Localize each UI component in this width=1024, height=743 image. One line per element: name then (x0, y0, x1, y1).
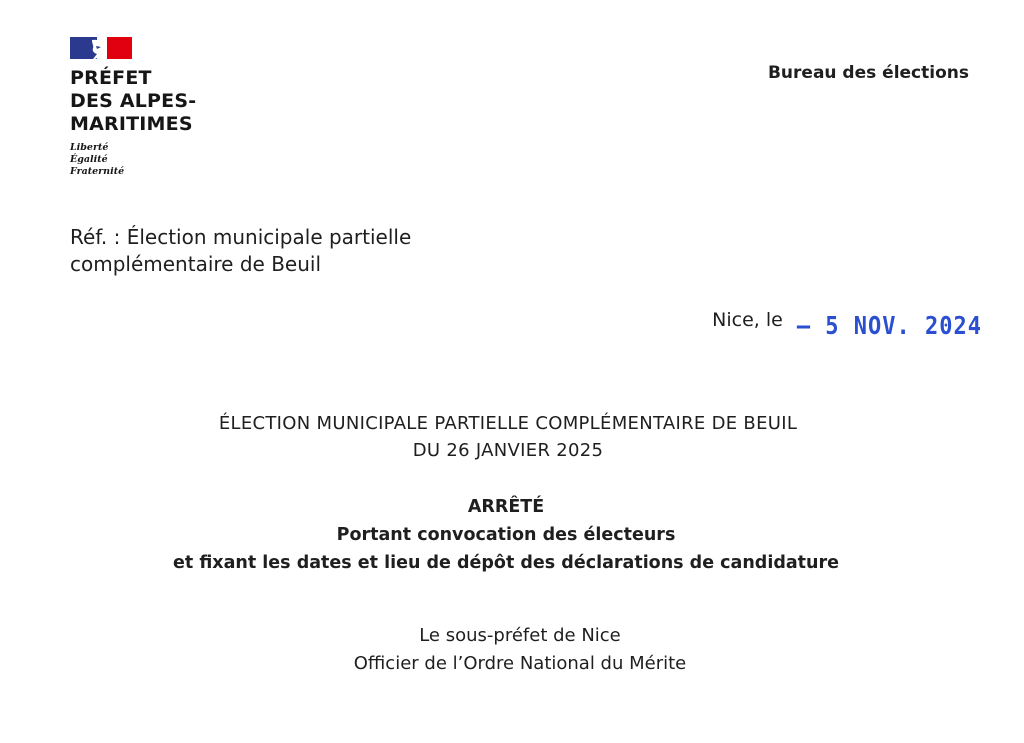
marianne-flag-icon (70, 37, 132, 59)
date-stamp: – 5 NOV. 2024 (796, 312, 982, 341)
date-line (712, 307, 982, 341)
motto-liberte: Liberté (70, 142, 109, 153)
signatory-line-1: Le sous-préfet de Nice (419, 625, 621, 646)
election-title-line-1: ÉLECTION MUNICIPALE PARTIELLE COMPLÉMENTAIRE DE BEUIL (218, 413, 798, 434)
republic-motto (70, 142, 270, 178)
election-title (0, 410, 1020, 464)
date-prefix: Nice, le (712, 309, 783, 331)
reference-line-1: Réf. : Élection municipale partielle (70, 225, 412, 249)
motto-egalite: Égalité (70, 154, 108, 165)
arrete-block (0, 493, 1018, 577)
arrete-line-2: et fixant les dates et lieu de dépôt des déclarations de candidature (173, 553, 839, 573)
motto-fraternite: Fraternité (70, 166, 125, 177)
election-title-line-2: DU 26 JANVIER 2025 (412, 440, 604, 461)
prefecture-name-line-1: PRÉFET (70, 67, 152, 89)
department-label: Bureau des élections (767, 63, 969, 83)
prefecture-name-line-2: DES ALPES- (70, 90, 197, 112)
prefecture-name-line-3: MARITIMES (70, 113, 193, 135)
arrete-heading: ARRÊTÉ (467, 497, 545, 517)
prefecture-logo (70, 37, 270, 178)
prefecture-name (70, 67, 270, 136)
reference-line-2: complémentaire de Beuil (70, 252, 322, 276)
arrete-line-1: Portant convocation des électeurs (336, 525, 676, 545)
reference-block (70, 224, 411, 278)
signatory-line-2: Officier de l’Ordre National du Mérite (353, 653, 687, 674)
signatory-block (8, 622, 1024, 678)
